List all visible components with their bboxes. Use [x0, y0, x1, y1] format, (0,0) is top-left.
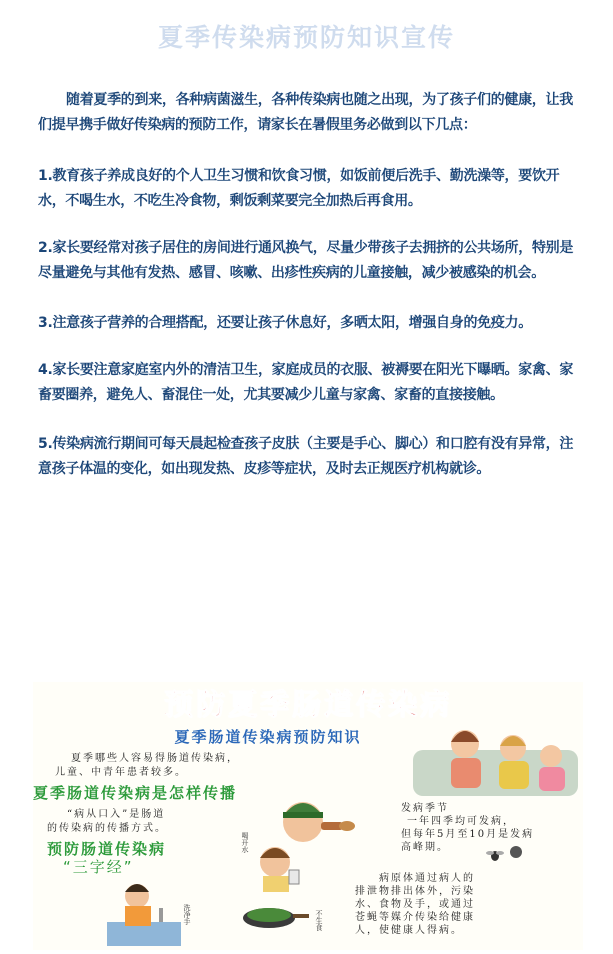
poster-route-line: “病从口入”是肠道 [67, 809, 166, 820]
intro-paragraph: 随着夏季的到来，各种病菌滋生，各种传染病也随之出现，为了孩子们的健康，让我们提早携手做好传染病的预防工作，请家长在暑假里务必做到以下几点： [38, 92, 573, 133]
tip-boil-label: 喝开水 [241, 832, 249, 853]
poster-pathogen-line: 人，使健康人得病。 [355, 925, 463, 936]
bug-icon [507, 842, 525, 860]
tip-paragraph-3: 3.注意孩子营养的合理搭配，还要让孩子休息好，多晒太阳，增强自身的免疫力。 [38, 315, 532, 331]
poster-how-heading: 夏季肠道传染病是怎样传播 [33, 784, 238, 802]
poster-season-line: 高峰期。 [401, 842, 449, 853]
boy-illustration [247, 842, 307, 892]
tip-paragraph-5: 5.传染病流行期间可每天晨起检查孩子皮肤（主要是手心、脚心）和口腔有没有异常，注意孩子体温的变化，如出现发热、皮疹等症状，及时去正规医疗机构就诊。 [38, 436, 574, 477]
poster-pathogen-line: 苍蝇等媒介传染给健康 [355, 912, 475, 923]
cooking-pan-illustration [239, 896, 309, 932]
tip-paragraph-4: 4.家长要注意家庭室内外的清洁卫生，家庭成员的衣服、被褥要在阳光下曝晒。家禽、家畜要圈养，避免人、畜混住一处，尤其要减少儿童与家禽、家畜的直接接触。 [38, 362, 574, 403]
poster-season-line: 但每年5月至10月是发病 [401, 829, 535, 840]
tip-wash-label: 洗净手 [183, 904, 191, 925]
poster-route-line: 的传染病的传播方式。 [47, 823, 167, 834]
poster-route [47, 808, 167, 836]
poster-pathogen [355, 872, 475, 937]
washing-hands-illustration [103, 882, 183, 948]
page-title: 夏季传染病预防知识宣传 [157, 23, 455, 52]
family-illustration [413, 722, 578, 798]
poster-slogan-sub: “三字经” [63, 858, 134, 876]
poster-pathogen-line: 病原体通过病人的 [379, 873, 475, 884]
poster-season-line: 一年四季均可发病， [407, 816, 515, 827]
tip-raw-label: 不生食 [315, 910, 323, 931]
poster-pathogen-line: 排泄物排出体外，污染 [355, 886, 475, 897]
poster-intro-line: 夏季哪些人容易得肠道传染病， [71, 753, 239, 764]
poster-subtitle: 夏季肠道传染病预防知识 [174, 728, 362, 746]
poster-title: 预防夏季肠道传染病 [163, 687, 452, 721]
poster-pathogen-line: 水、食物及手，或通过 [355, 899, 475, 910]
poster-slogan-heading: 预防肠道传染病 [47, 840, 167, 858]
fly-icon [485, 848, 505, 862]
poster-intro-line: 儿童、中青年患者较多。 [55, 767, 187, 778]
poster-intro [55, 752, 239, 780]
tip-paragraph-1: 1.教育孩子养成良好的个人卫生习惯和饮食习惯，如饭前便后洗手、勤洗澡等，要饮开水，不喝生水，不吃生冷食物，剩饭剩菜要完全加热后再食用。 [38, 168, 560, 209]
poster-season-line: 发病季节 [401, 803, 449, 814]
tip-paragraph-2: 2.家长要经常对孩子居住的房间进行通风换气，尽量少带孩子去拥挤的公共场所，特别是尽量避免与其他有发热、感冒、咳嗽、出疹性疾病的儿童接触，减少被感染的机会。 [38, 240, 574, 281]
poster [33, 682, 583, 950]
